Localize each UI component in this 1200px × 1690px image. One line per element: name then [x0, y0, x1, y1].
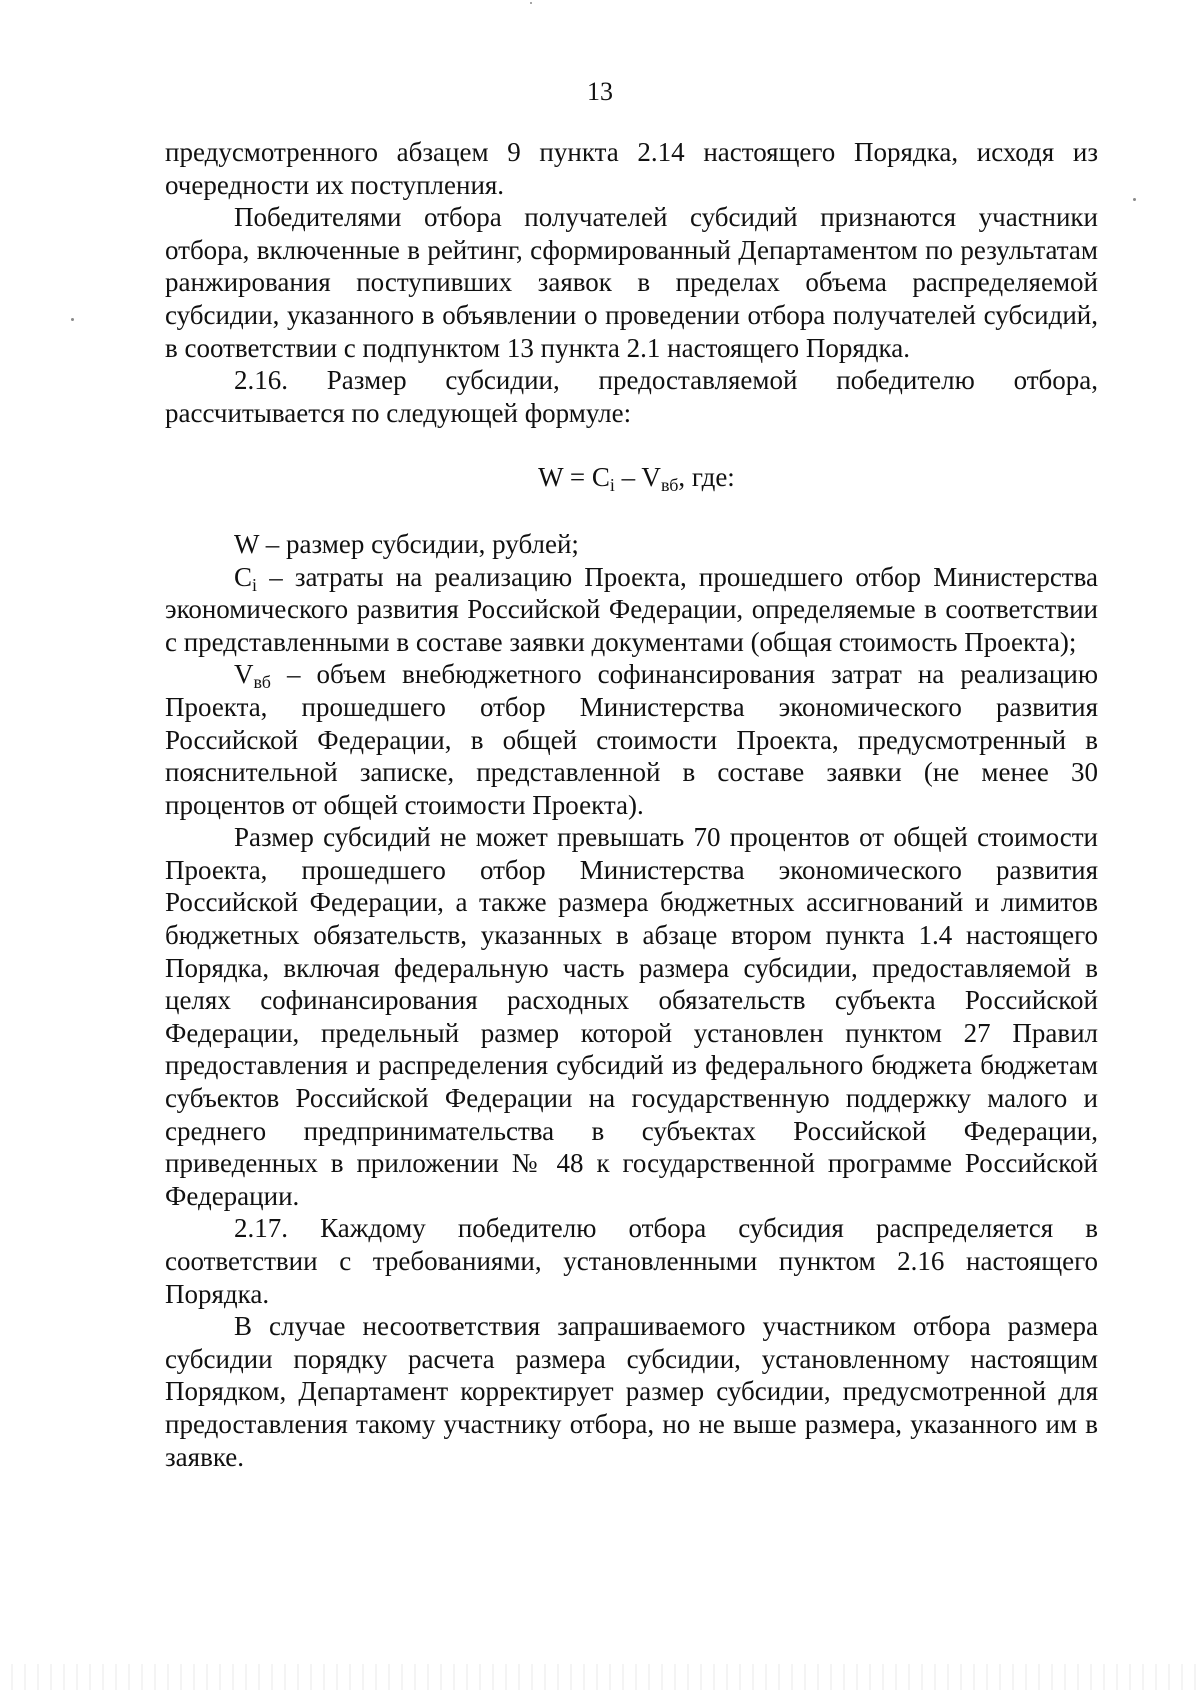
scan-speck	[71, 318, 74, 321]
definition-w: W – размер субсидии, рублей;	[234, 528, 579, 559]
definition-ci-text: – затраты на реализацию Проекта, прошедшего отбор Министерства экономического развития Российской Федерации, определяемые в соответствии с представленными в составе заявки документами (общая стоимость Проекта);	[165, 561, 1098, 657]
paragraph-max-size: Размер субсидий не может превышать 70 процентов от общей стоимости Проекта, прошедшего отбор Министерства экономического развития Российской Федерации, а также размера бюджетных ассигнований и лимитов бюджетных обязательств, указанных в абзаце втором пункта 1.4 настоящего Порядка, включая федеральную часть размера субсидии, предоставляемой в целях софинансирования расходных обязательств субъекта Российской Федерации, предельный размер которой установлен пунктом 27 Правил предоставления и распределения субсидий из федерального бюджета бюджетам субъектов Российской Федерации на государственную поддержку малого и среднего предпринимательства в субъектах Российской Федерации, приведенных в приложении № 48 к государственной программе Российской Федерации.	[165, 822, 1098, 1211]
definition-ci	[165, 561, 1098, 659]
definition-vb-subscript: вб	[253, 672, 271, 693]
definition-ci-subscript: i	[252, 574, 258, 595]
scan-speck	[1133, 198, 1136, 201]
definition-vb-symbol: V	[234, 659, 254, 690]
paragraph-winners: Победителями отбора получателей субсидий признаются участники отбора, включенные в рейтинг, сформированный Департаментом по результатам ранжирования поступивших заявок в пределах объема распределяемой субсидии, указанного в объявлении о проведении отбора получателей субсидий, в соответствии с подпунктом 13 пункта 2.1 настоящего Порядка.	[165, 202, 1098, 363]
formula-ci-subscript: i	[609, 475, 615, 496]
paragraph-2-16: 2.16. Размер субсидии, предоставляемой победителю отбора, рассчитывается по следующей формуле:	[165, 365, 1098, 428]
paragraph-mismatch: В случае несоответствия запрашиваемого участником отбора размера субсидии порядку расчета размера субсидии, установленному настоящим Порядком, Департамент корректирует размер субсидии, предусмотренной для предоставления такому участнику отбора, но не выше размера, указанного им в заявке.	[165, 1311, 1098, 1472]
formula-tail: , где:	[678, 462, 735, 493]
definition-vb-text: – объем внебюджетного софинансирования затрат на реализацию Проекта, прошедшего отбор Министерства экономического развития Российской Федерации, в общей стоимости Проекта, предусмотренный в пояснительной записке, представленной в составе заявки (не менее 30 процентов от общей стоимости Проекта).	[165, 659, 1098, 820]
document-body	[165, 136, 1098, 1473]
page-number: 13	[587, 77, 613, 106]
paragraph-continuation: предусмотренного абзацем 9 пункта 2.14 настоящего Порядка, исходя из очередности их поступления.	[165, 137, 1098, 200]
definition-vb	[165, 658, 1098, 821]
subsidy-formula	[165, 461, 1098, 494]
scan-edge-noise	[0, 1664, 1200, 1690]
formula-minus: – V	[614, 462, 661, 493]
formula-lhs: W = C	[538, 462, 610, 493]
formula-vb-subscript: вб	[660, 475, 679, 496]
definition-ci-symbol: C	[234, 561, 253, 592]
paragraph-2-17: 2.17. Каждому победителю отбора субсидия распределяется в соответствии с требованиями, установленными пунктом 2.16 настоящего Порядка.	[165, 1213, 1098, 1309]
scan-speck	[530, 2, 532, 4]
